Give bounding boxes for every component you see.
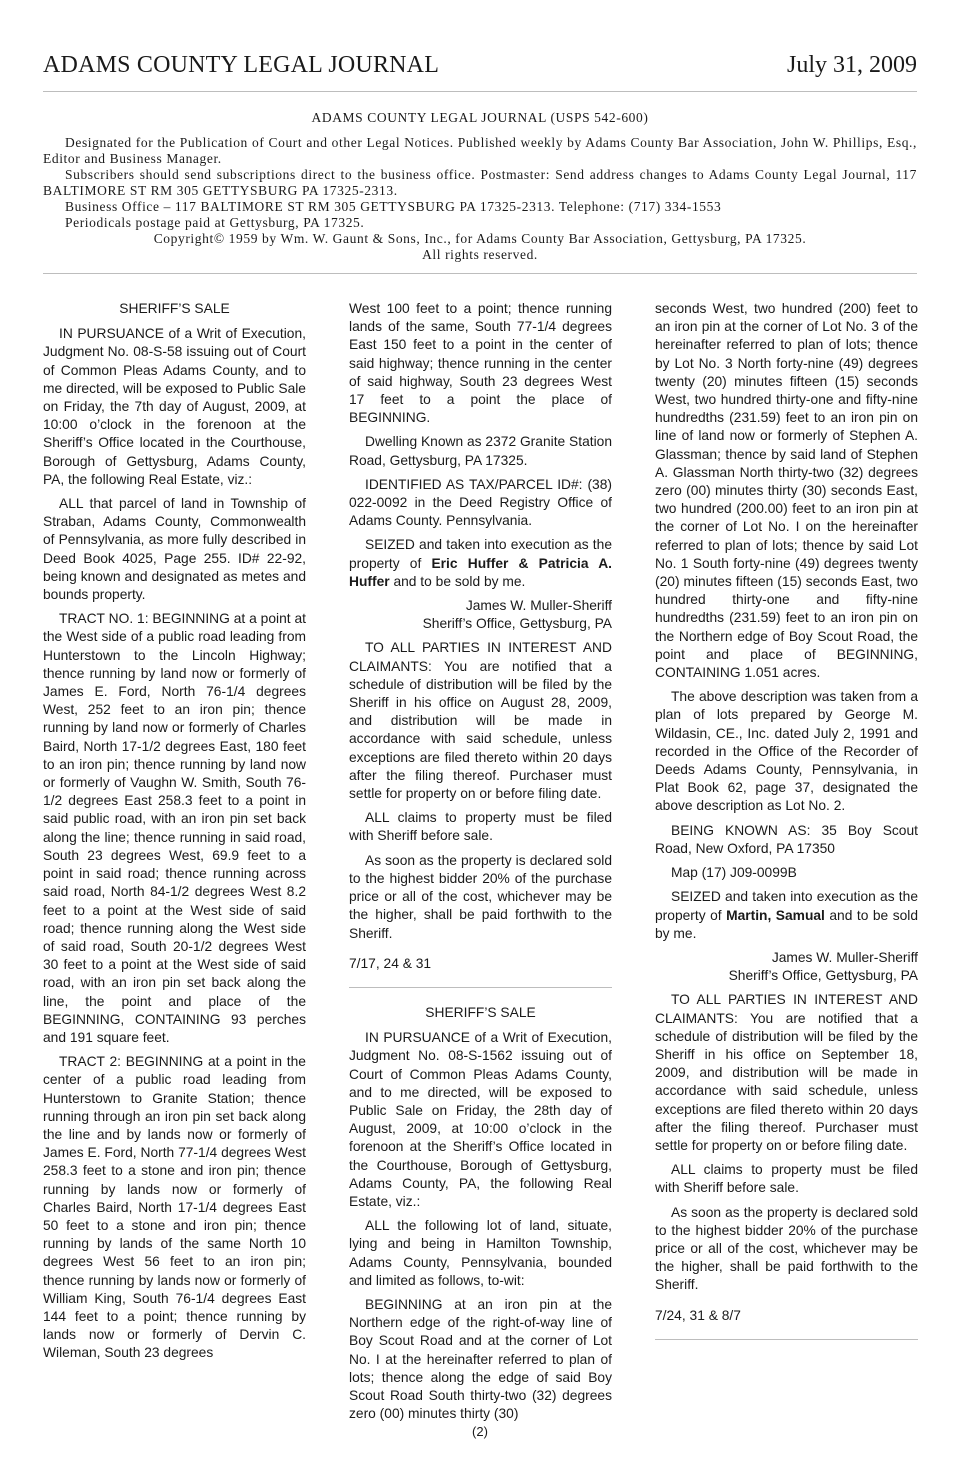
sale2-lot: ALL the following lot of land, situate, lying and being in Hamilton Township, Adams County, Pennsylvania, bounded and limited as follows, to-wit: <box>349 1218 612 1288</box>
masthead-periodicals: Periodicals postage paid at Gettysburg, PA 17325. <box>65 215 365 230</box>
sale2-seized-post: and to be sold by me. <box>655 907 919 941</box>
sale2-beginning: BEGINNING at an iron pin at the Northern edge of the right-of-way line of Boy Scout Road and at the corner of Lot No. I at the hereinafter referred to plan of lots; thence along the edge of said Boy Scout Road South thirty-two (32) degrees zero (00) minutes thirty (30) <box>349 1296 612 1422</box>
sale2-sheriff-office: Sheriff’s Office, Gettysburg, PA <box>728 968 918 984</box>
page-number: (2) <box>472 1424 488 1439</box>
masthead-rights: All rights reserved. <box>422 247 538 262</box>
divider <box>655 1339 918 1340</box>
sale1-tract1: TRACT NO. 1: BEGINNING at a point at the West side of a public road leading from Hunterstown to the Lincoln Highway; thence running by land now or formerly of James E. Ford, North 76-1/4 degrees West, 252 feet to an iron pin; thence running by land now or formerly of Charles Baird, North 17-1/2 degrees East, 180 feet to an iron pin; thence running by land now or formerly of Vaughn W. Smith, South 76-1/2 degrees East 258.3 feet to a point in said public road, with an iron pin set back along the line; thence running in said road, South 23 degrees West, 69.9 feet to a point in said road; thence running across said road, North 84-1/2 degrees West 8.2 feet to a point at the West side of said road; thence running along the West side of said road, South 20-1/2 degrees West 30 feet to a point at the West side of said road, with an iron pin set back along the line, the point and place of the BEGINNING, CONTAINING 93 perches and 191 square feet. <box>43 611 306 1045</box>
sale2-intro: IN PURSUANCE of a Writ of Execution, Judgment No. 08-S-1562 issuing out of Court of Common Pleas Adams County, and to me directed, will be exposed to Public Sale on Friday, the 28th day of August, 2009, at 10:00 o’clock in the forenoon at the Sheriff’s Office located in the Courthouse, Borough of Gettysburg, Adams County, PA, the following Real Estate, viz.: <box>349 1030 612 1209</box>
divider <box>349 987 612 988</box>
sale1-parcel: ALL that parcel of land in Township of Straban, Adams County, Commonwealth of Pennsylvania, as more fully described in Deed Book 4025, Page 255. ID# 22-92, being known and designated as metes and bounds property. <box>43 496 306 603</box>
masthead-copyright: Copyright© 1959 by Wm. W. Gaunt & Sons, Inc., for Adams County Bar Association, Gettysburg, PA 17325. <box>153 231 807 246</box>
sale1-sheriff-office: Sheriff’s Office, Gettysburg, PA <box>422 616 612 632</box>
sale2-known-as: BEING KNOWN AS: 35 Boy Scout Road, New Oxford, PA 17350 <box>655 822 918 856</box>
column-2 <box>349 300 612 1429</box>
sale1-tract2-continued: West 100 feet to a point; thence running lands of the same, South 77-1/4 degrees East 150 feet to a point in the center of said highway; thence running in the center of said highway, South 23 degrees West 17 feet to a point the place of BEGINNING. <box>349 301 612 426</box>
sale2-dates: 7/24, 31 & 8/7 <box>655 1307 741 1323</box>
column-3 <box>655 300 918 1356</box>
sale1-owner: Eric Huffer & Patricia A. Huffer <box>349 555 612 589</box>
sale2-claims: ALL claims to property must be filed with Sheriff before sale. <box>655 1162 918 1196</box>
publication-date: July 31, 2009 <box>786 52 917 78</box>
sale1-identified: IDENTIFIED AS TAX/PARCEL ID#: (38) 022-0092 in the Deed Registry Office of Adams County. Pennsylvania. <box>349 476 612 529</box>
sale2-heading: SHERIFF’S SALE <box>425 1004 536 1020</box>
masthead <box>43 110 917 274</box>
sale2-map: Map (17) J09-0099B <box>671 865 797 881</box>
sale1-seized-pre: SEIZED and taken into execution as the property of <box>349 537 612 571</box>
sale2-notice: TO ALL PARTIES IN INTEREST AND CLAIMANTS: You are notified that a schedule of distribution will be filed by the Sheriff in his office on September 18, 2009, and distribution will be made in accordance with said schedule, unless exceptions are filed thereto within 20 days after the filing thereof. Purchaser must settle for property on or before filing date. <box>655 992 918 1153</box>
masthead-subscribers: Subscribers should send subscriptions direct to the business office. Postmaster: Send address changes to Adams County Legal Journal, 117 BALTIMORE ST RM 305 GETTYSBURG PA 17325-2313. <box>43 167 917 198</box>
column-1 <box>43 300 306 1369</box>
page-header <box>43 52 917 92</box>
sale1-tract2: TRACT 2: BEGINNING at a point in the center of a public road leading from Hunterstown to Granite Station; thence running through an iron pin set back along the line and by lands now or formerly of James E. Ford, North 77-1/4 degrees West 258.3 feet to a stone and iron pin; thence running by lands now or formerly of Charles Baird, North 17-1/4 degrees East 50 feet to a stone and iron pin; thence running by lands of the same North 10 degrees West 56 feet to an iron pin; thence running by lands now or formerly of William King, South 76-1/4 degrees East 144 feet to a point; thence running by lands now or formerly of Dervin C. Wileman, South 23 degrees <box>43 1054 306 1361</box>
sale2-owner: Martin, Samual <box>726 907 825 923</box>
sale1-sheriff-name: James W. Muller-Sheriff <box>465 598 612 614</box>
sale2-beginning-continued: seconds West, two hundred (200) feet to an iron pin at the corner of Lot No. 3 of the hereinafter referred to plan of lots; thence by Lot No. 3 North forty-nine (49) degrees twenty (20) minutes fifteen (15) seconds West, two hundred thirty-one and fifty-nine hundredths (231.59) feet to an iron pin on line of land now or formerly of Stephen A. Glassman; thence by said land of Stephen A. Glassman North thirty-two (32) degrees zero (00) minutes thirty (30) seconds East, two hundred (200.00) feet to an iron pin at the corner of Lot No. I on the hereinafter referred to plan of lots; thence by said Lot No. 1 South forty-nine (49) degrees twenty (20) minutes fifteen (15) seconds East, two hundred thirty-one and fifty-nine hundredths (231.59) feet to an iron pin on the Northern edge of Boy Scout Road, the point and place of BEGINNING, CONTAINING 1.051 acres. <box>655 301 918 681</box>
sale1-notice: TO ALL PARTIES IN INTEREST AND CLAIMANTS: You are notified that a schedule of distribution will be filed by the Sheriff in his office on August 28, 2009, and distribution will be made in accordance with said schedule, unless exceptions are filed thereto within 20 days after the filing thereof. Purchaser must settle for property on or before filing date. <box>349 640 612 802</box>
masthead-business-office: Business Office – 117 BALTIMORE ST RM 305 GETTYSBURG PA 17325-2313. Telephone: (717) 334-1553 <box>65 199 722 214</box>
sale2-seized-pre: SEIZED and taken into execution as the property of <box>655 889 918 923</box>
masthead-designation: Designated for the Publication of Court and other Legal Notices. Published weekly by Adams County Bar Association, John W. Phillips, Esq., Editor and Business Manager. <box>43 135 917 166</box>
sale2-description: The above description was taken from a plan of lots prepared by George M. Wildasin, CE., Inc. dated July 2, 1991 and recorded in the Office of the Recorder of Deeds Adams County, Pennsylvania, in Plat Book 62, page 37, designated the above description as Lot No. 2. <box>655 689 918 814</box>
sale2-bid: As soon as the property is declared sold to the highest bidder 20% of the purchase price or all of the cost, whichever may be the higher, shall be paid forthwith to the Sheriff. <box>655 1204 918 1293</box>
sale1-seized-post: and to be sold by me. <box>389 573 526 589</box>
sale1-claims: ALL claims to property must be filed with Sheriff before sale. <box>349 810 612 844</box>
sale1-heading: SHERIFF’S SALE <box>119 301 230 316</box>
publication-title: ADAMS COUNTY LEGAL JOURNAL <box>43 52 440 78</box>
sale2-sheriff-name: James W. Muller-Sheriff <box>771 949 918 965</box>
sale1-bid: As soon as the property is declared sold to the highest bidder 20% of the purchase price or all of the cost, whichever may be the higher, shall be paid forthwith to the Sheriff. <box>349 852 612 941</box>
sale1-intro: IN PURSUANCE of a Writ of Execution, Judgment No. 08-S-58 issuing out of Court of Common Pleas Adams County, and to me directed, will be exposed to Public Sale on Friday, the 7th day of August, 2009, at 10:00 o’clock in the forenoon at the Sheriff’s Office located in the Courthouse, Borough of Gettysburg, Adams County, PA, the following Real Estate, viz.: <box>43 326 306 487</box>
masthead-title: ADAMS COUNTY LEGAL JOURNAL (USPS 542-600) <box>311 110 649 125</box>
sale1-dwelling: Dwelling Known as 2372 Granite Station Road, Gettysburg, PA 17325. <box>349 434 612 468</box>
sale2-seized <box>655 888 918 943</box>
sale1-seized <box>349 536 612 591</box>
sale1-dates: 7/17, 24 & 31 <box>349 955 432 971</box>
